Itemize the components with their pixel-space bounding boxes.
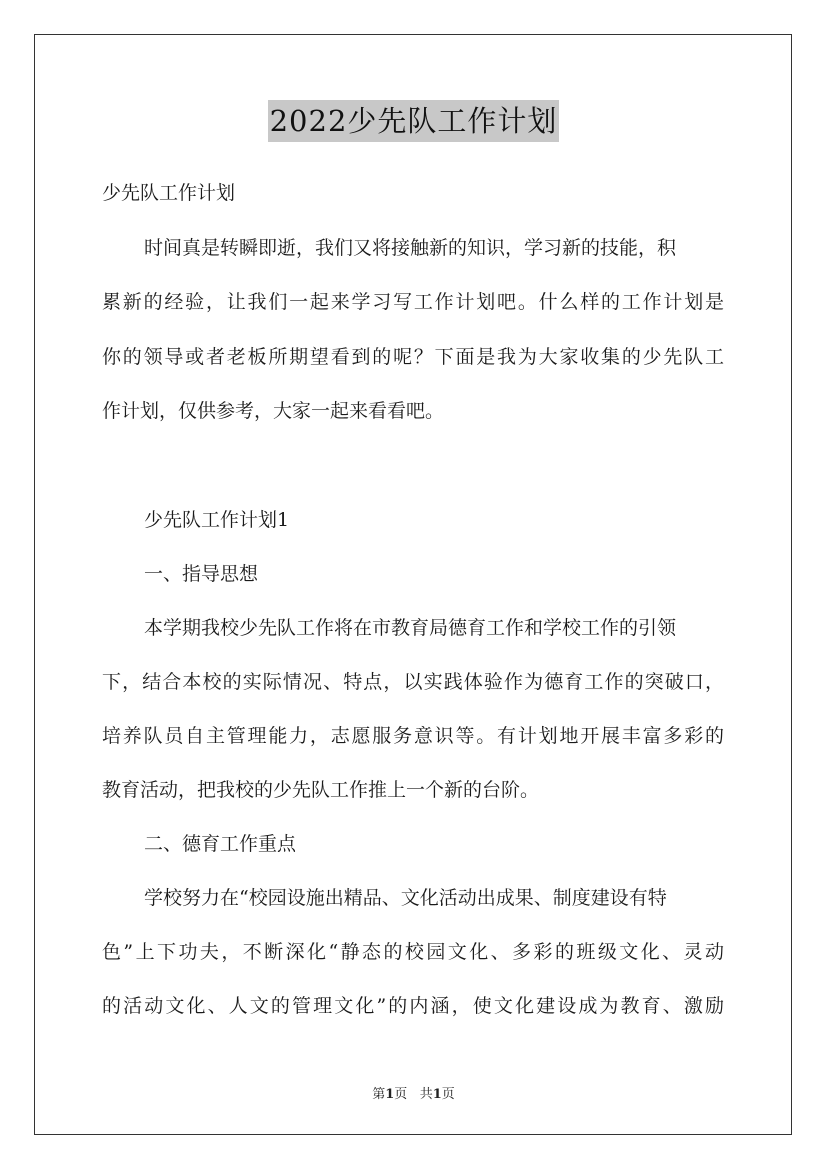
para1-line-4: 教育活动，把我校的少先队工作推上一个新的台阶。 [102, 779, 540, 801]
footer-page-suffix: 页 [394, 1087, 408, 1102]
footer-total-prefix: 共 [419, 1087, 433, 1102]
intro-line-2: 累新的经验，让我们一起来学习写工作计划吧。什么样的工作计划是 [102, 291, 724, 313]
intro-line-1: 时间真是转瞬即逝，我们又将接触新的知识，学习新的技能，积 [144, 237, 677, 259]
document-title: 2022少先队工作计划 [268, 100, 560, 142]
para2-line-1: 学校努力在“校园设施出精品、文化活动出成果、制度建设有特 [144, 887, 667, 909]
footer-total-suffix: 页 [441, 1087, 455, 1102]
page-footer [0, 1083, 827, 1102]
heading-guiding-ideology: 一、指导思想 [144, 563, 259, 585]
para1-line-3: 培养队员自主管理能力，志愿服务意识等。有计划地开展丰富多彩的 [102, 725, 724, 747]
para2-line-2: 色”上下功夫，不断深化“静态的校园文化、多彩的班级文化、灵动 [102, 941, 724, 963]
para2-line-3: 的活动文化、人文的管理文化”的内涵，使文化建设成为教育、激励 [102, 995, 724, 1017]
intro-line-4: 作计划，仅供参考，大家一起来看看吧。 [102, 400, 445, 422]
heading-moral-education-focus: 二、德育工作重点 [144, 833, 297, 855]
para1-line-2: 下，结合本校的实际情况、特点，以实践体验作为德育工作的突破口， [102, 671, 724, 693]
footer-page-number: 1 [385, 1087, 395, 1102]
section-title: 少先队工作计划1 [144, 509, 290, 531]
para1-line-1: 本学期我校少先队工作将在市教育局德育工作和学校工作的引领 [144, 617, 677, 639]
document-subtitle: 少先队工作计划 [102, 182, 236, 204]
footer-page-prefix: 第 [372, 1087, 386, 1102]
footer-total-pages: 1 [432, 1087, 442, 1102]
title-container [0, 100, 827, 142]
intro-line-3: 你的领导或者老板所期望看到的呢？下面是我为大家收集的少先队工 [102, 346, 724, 368]
